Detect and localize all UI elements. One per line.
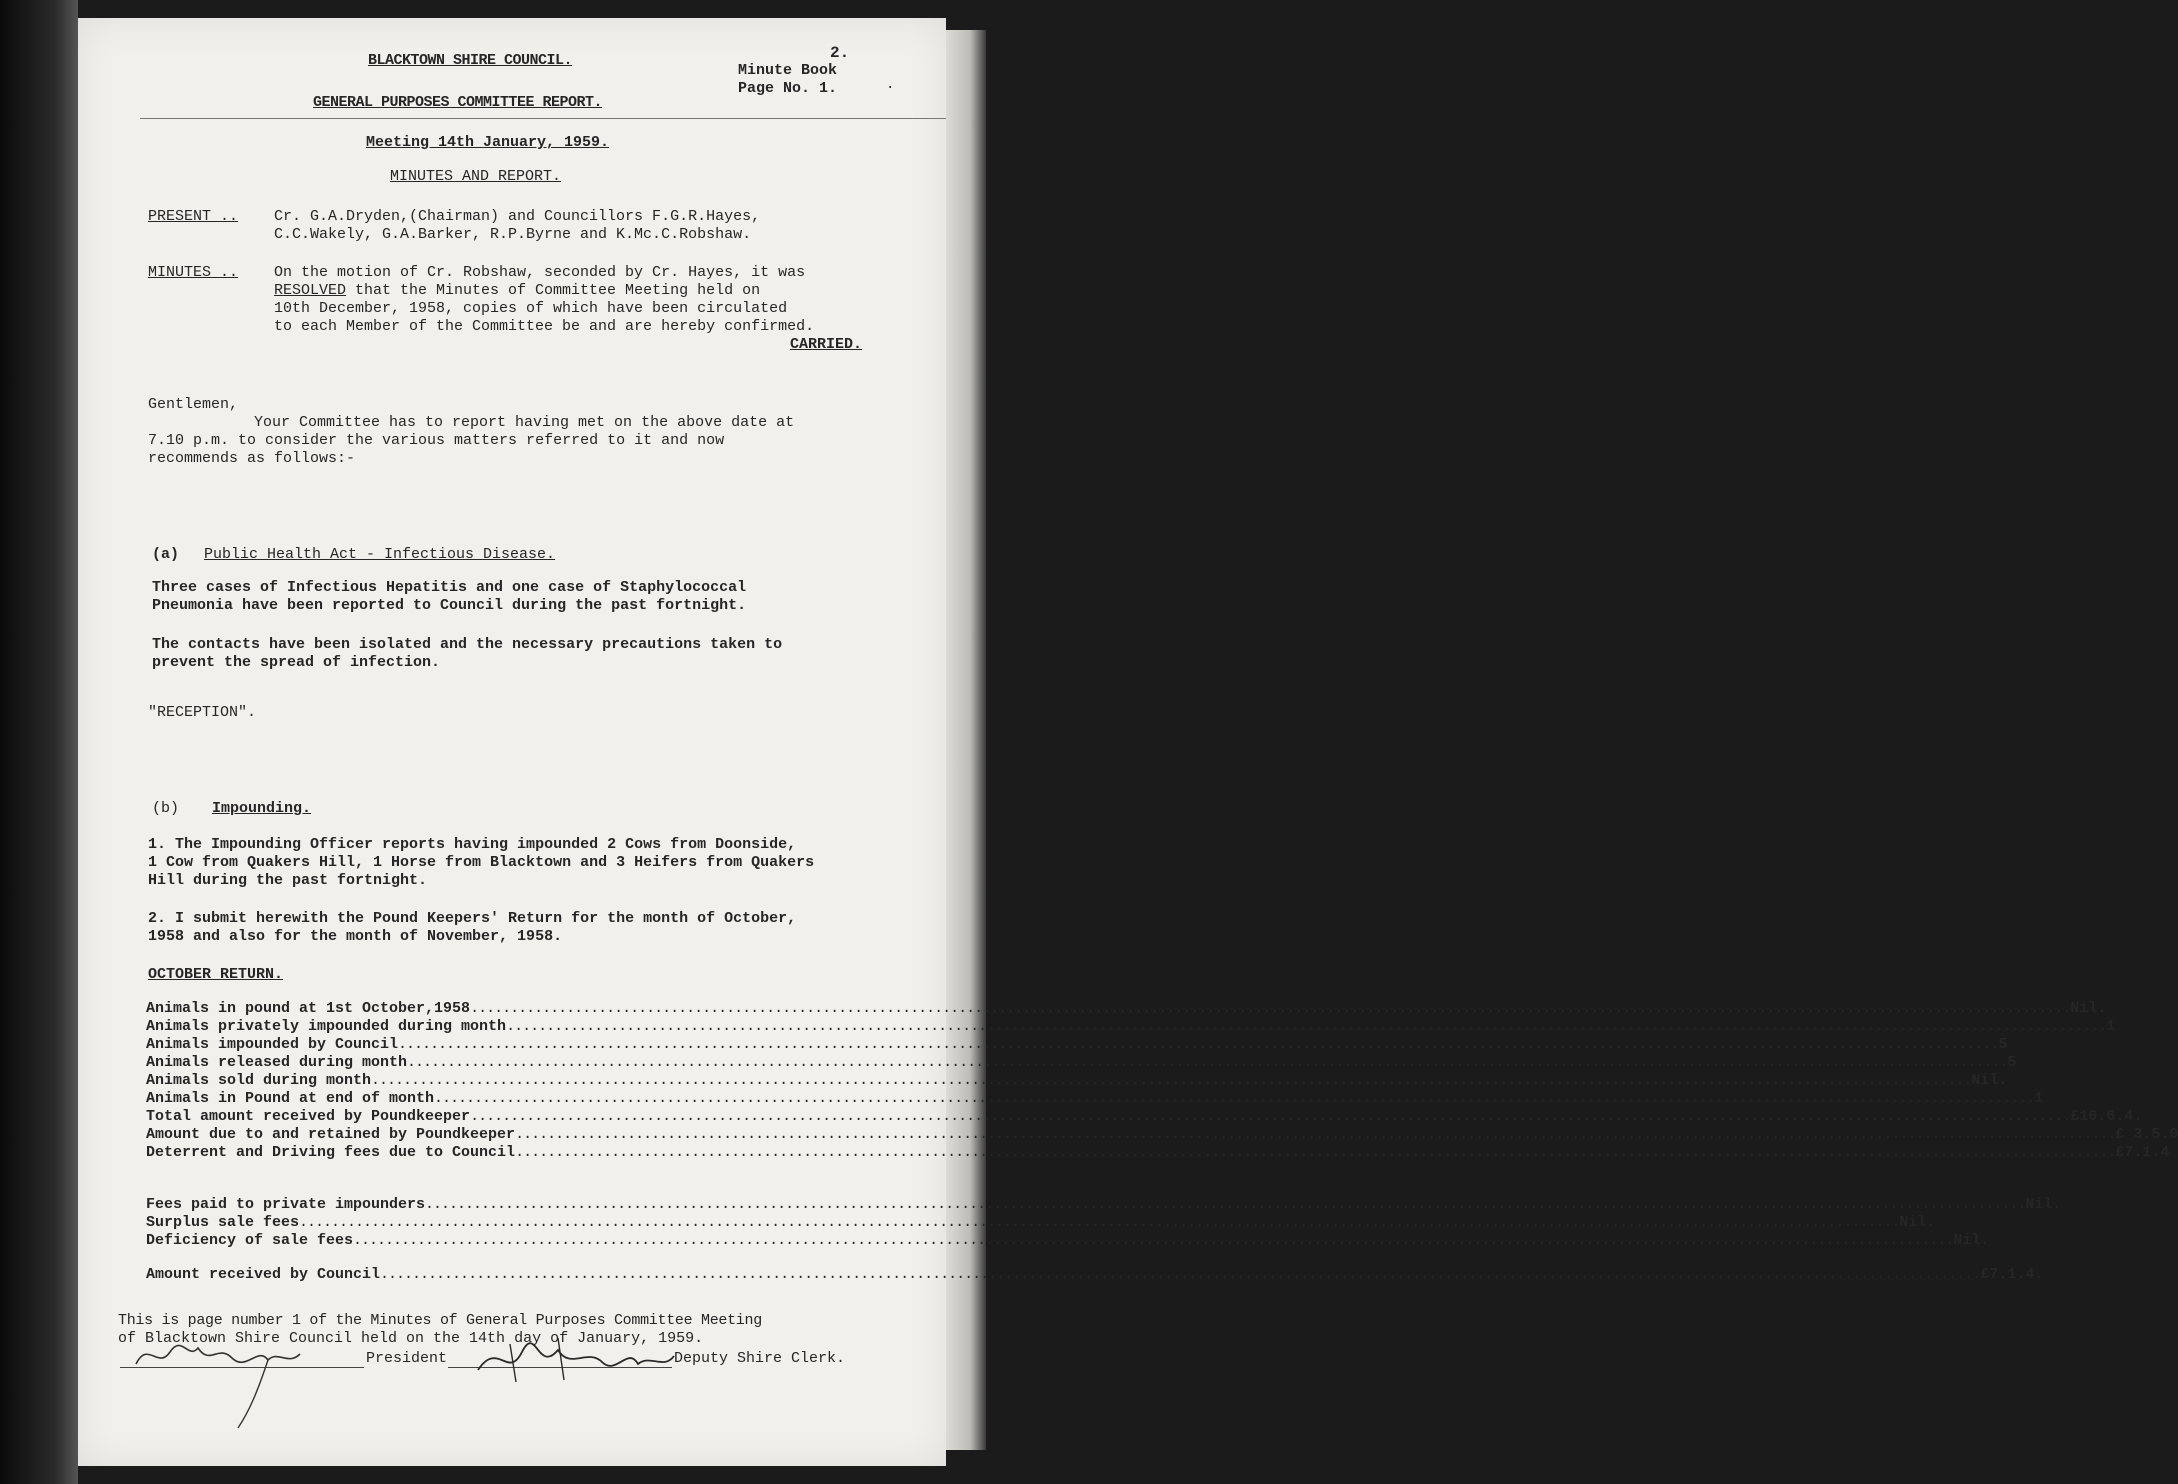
handwritten-signatures (118, 1330, 678, 1430)
leader-dots: ........................................................................................................................................................................................................ (434, 1090, 2035, 1107)
minutes-line-1: On the motion of Cr. Robshaw, seconded by Cr. Hayes, it was (274, 264, 806, 281)
fee-value: Nil. (1953, 1232, 1990, 1249)
return-label: Amount due to and retained by Poundkeeper (146, 1126, 516, 1143)
section-b-p2-line-2: 1958 and also for the month of November, 1958. (148, 928, 563, 945)
return-row (146, 1144, 2170, 1162)
total-label: Amount received by Council (146, 1266, 381, 1283)
intro-line-3: recommends as follows:- (148, 450, 356, 467)
council-title: BLACKTOWN SHIRE COUNCIL. (368, 52, 573, 69)
return-label: Deterrent and Driving fees due to Council (146, 1144, 516, 1161)
leader-dots: ........................................................................................................................................................................................................ (371, 1072, 1972, 1089)
return-row (146, 1108, 2143, 1126)
section-a-p1-line-2: Pneumonia have been reported to Council during the past fortnight. (152, 597, 747, 614)
leader-dots: ........................................................................................................................................................................................................ (515, 1144, 2116, 1161)
leader-dots: ........................................................................................................................................................................................................ (470, 1000, 2071, 1017)
fee-value: Nil. (2025, 1196, 2062, 1213)
leader-dots: ........................................................................................................................................................................................................ (506, 1018, 2107, 1035)
council-total-row (146, 1266, 2044, 1284)
october-return-list (146, 1000, 2178, 1162)
section-b-p1-line-1: 1. The Impounding Officer reports having impounded 2 Cows from Doonside, (148, 836, 797, 853)
return-row (146, 1036, 2008, 1054)
return-label: Animals in pound at 1st October,1958 (146, 1000, 471, 1017)
return-row (146, 1018, 2116, 1036)
minutes-line-2-rest: that the Minutes of Committee Meeting held on (346, 282, 761, 299)
return-value: £ 3.5.0 (2115, 1126, 2178, 1143)
leader-dots: ........................................................................................................................................................................................................ (515, 1126, 2116, 1143)
leader-dots: ........................................................................................................................................................................................................ (299, 1214, 1900, 1231)
return-value: Nil. (2070, 1000, 2107, 1017)
deputy-clerk-label: Deputy Shire Clerk. (674, 1350, 846, 1367)
minute-book-label: Minute Book (738, 62, 838, 79)
leader-dots: ........................................................................................................................................................................................................ (407, 1054, 2008, 1071)
section-a-heading: Public Health Act - Infectious Disease. (204, 546, 556, 563)
section-a-p2-line-1: The contacts have been isolated and the necessary precautions taken to (152, 636, 783, 653)
meeting-date: Meeting 14th January, 1959. (366, 134, 610, 151)
report-title: GENERAL PURPOSES COMMITTEE REPORT. (313, 94, 603, 111)
margin-dot: · (886, 80, 895, 96)
return-row (146, 1000, 2107, 1018)
book-binding (0, 0, 78, 1484)
return-row (146, 1090, 2044, 1108)
page-number: 2. (830, 44, 850, 62)
return-row (146, 1054, 2017, 1072)
section-b-p1-line-2: 1 Cow from Quakers Hill, 1 Horse from Blacktown and 3 Heifers from Quakers (148, 854, 815, 871)
return-label: Animals privately impounded during month (146, 1018, 507, 1035)
section-b-p1-line-3: Hill during the past fortnight. (148, 872, 428, 889)
fee-value: Nil. (1899, 1214, 1936, 1231)
fee-row (146, 1214, 1936, 1232)
total-row (146, 1266, 2044, 1284)
section-b-heading: Impounding. (212, 800, 312, 817)
return-value: Nil. (1971, 1072, 2008, 1089)
section-b-marker: (b) (152, 800, 180, 817)
fee-label: Deficiency of sale fees (146, 1232, 354, 1249)
salutation: Gentlemen, (148, 396, 239, 413)
reception-label: "RECEPTION". (148, 704, 257, 721)
section-a-marker: (a) (152, 546, 180, 563)
return-label: Total amount received by Poundkeeper (146, 1108, 471, 1125)
minutes-label: MINUTES .. (148, 264, 239, 281)
resolved-word: RESOLVED (274, 282, 347, 299)
section-a-p2-line-2: prevent the spread of infection. (152, 654, 441, 671)
fees-list (146, 1196, 2062, 1250)
minutes-line-3: 10th December, 1958, copies of which have been circulated (274, 300, 788, 317)
section-a-p1-line-1: Three cases of Infectious Hepatitis and one case of Staphylococcal (152, 579, 747, 596)
leader-dots: ........................................................................................................................................................................................................ (425, 1196, 2026, 1213)
leader-dots: ........................................................................................................................................................................................................ (470, 1108, 2071, 1125)
fee-label: Surplus sale fees (146, 1214, 300, 1231)
fee-row (146, 1196, 2062, 1214)
return-label: Animals impounded by Council (146, 1036, 399, 1053)
minutes-line-2 (274, 282, 760, 300)
section-b-p2-line-1: 2. I submit herewith the Pound Keepers' Return for the month of October, (148, 910, 797, 927)
return-value: £7.1.4 (2115, 1144, 2170, 1161)
carried-label: CARRIED. (790, 336, 863, 353)
return-value: £10.6.4. (2070, 1108, 2143, 1125)
present-line-1: Cr. G.A.Dryden,(Chairman) and Councillors F.G.R.Hayes, (274, 208, 761, 225)
minutes-line-4: to each Member of the Committee be and are hereby confirmed. (274, 318, 815, 335)
return-row (146, 1126, 2178, 1144)
present-label: PRESENT .. (148, 208, 239, 225)
intro-line-2: 7.10 p.m. to consider the various matters referred to it and now (148, 432, 725, 449)
fee-label: Fees paid to private impounders (146, 1196, 426, 1213)
header-rule (140, 118, 946, 119)
leader-dots: ........................................................................................................................................................................................................ (398, 1036, 1999, 1053)
return-row (146, 1072, 2008, 1090)
october-return-heading: OCTOBER RETURN. (148, 966, 284, 983)
return-label: Animals released during month (146, 1054, 408, 1071)
return-value: 5 (1998, 1036, 2008, 1053)
total-value: £7.1.4. (1980, 1266, 2044, 1283)
minutes-title: MINUTES AND REPORT. (390, 168, 562, 185)
page-no-label: Page No. 1. (738, 80, 838, 97)
footer-line-2: of Blacktown Shire Council held on the 14th day of January, 1959. (118, 1330, 704, 1347)
leader-dots: ........................................................................................................................................................................................................ (380, 1266, 1981, 1283)
return-value: 1 (2106, 1018, 2116, 1035)
return-label: Animals sold during month (146, 1072, 372, 1089)
intro-line-1: Your Committee has to report having met on the above date at (254, 414, 795, 431)
present-line-2: C.C.Wakely, G.A.Barker, R.P.Byrne and K.Mc.C.Robshaw. (274, 226, 752, 243)
leader-dots: ........................................................................................................................................................................................................ (353, 1232, 1954, 1249)
footer-line-1: This is page number 1 of the Minutes of General Purposes Committee Meeting (118, 1312, 762, 1329)
return-label: Animals in Pound at end of month (146, 1090, 435, 1107)
return-value: 5 (2007, 1054, 2017, 1071)
fee-row (146, 1232, 1990, 1250)
minute-book-page (78, 18, 2178, 1466)
president-label: President (366, 1350, 448, 1367)
return-value: 1 (2034, 1090, 2044, 1107)
